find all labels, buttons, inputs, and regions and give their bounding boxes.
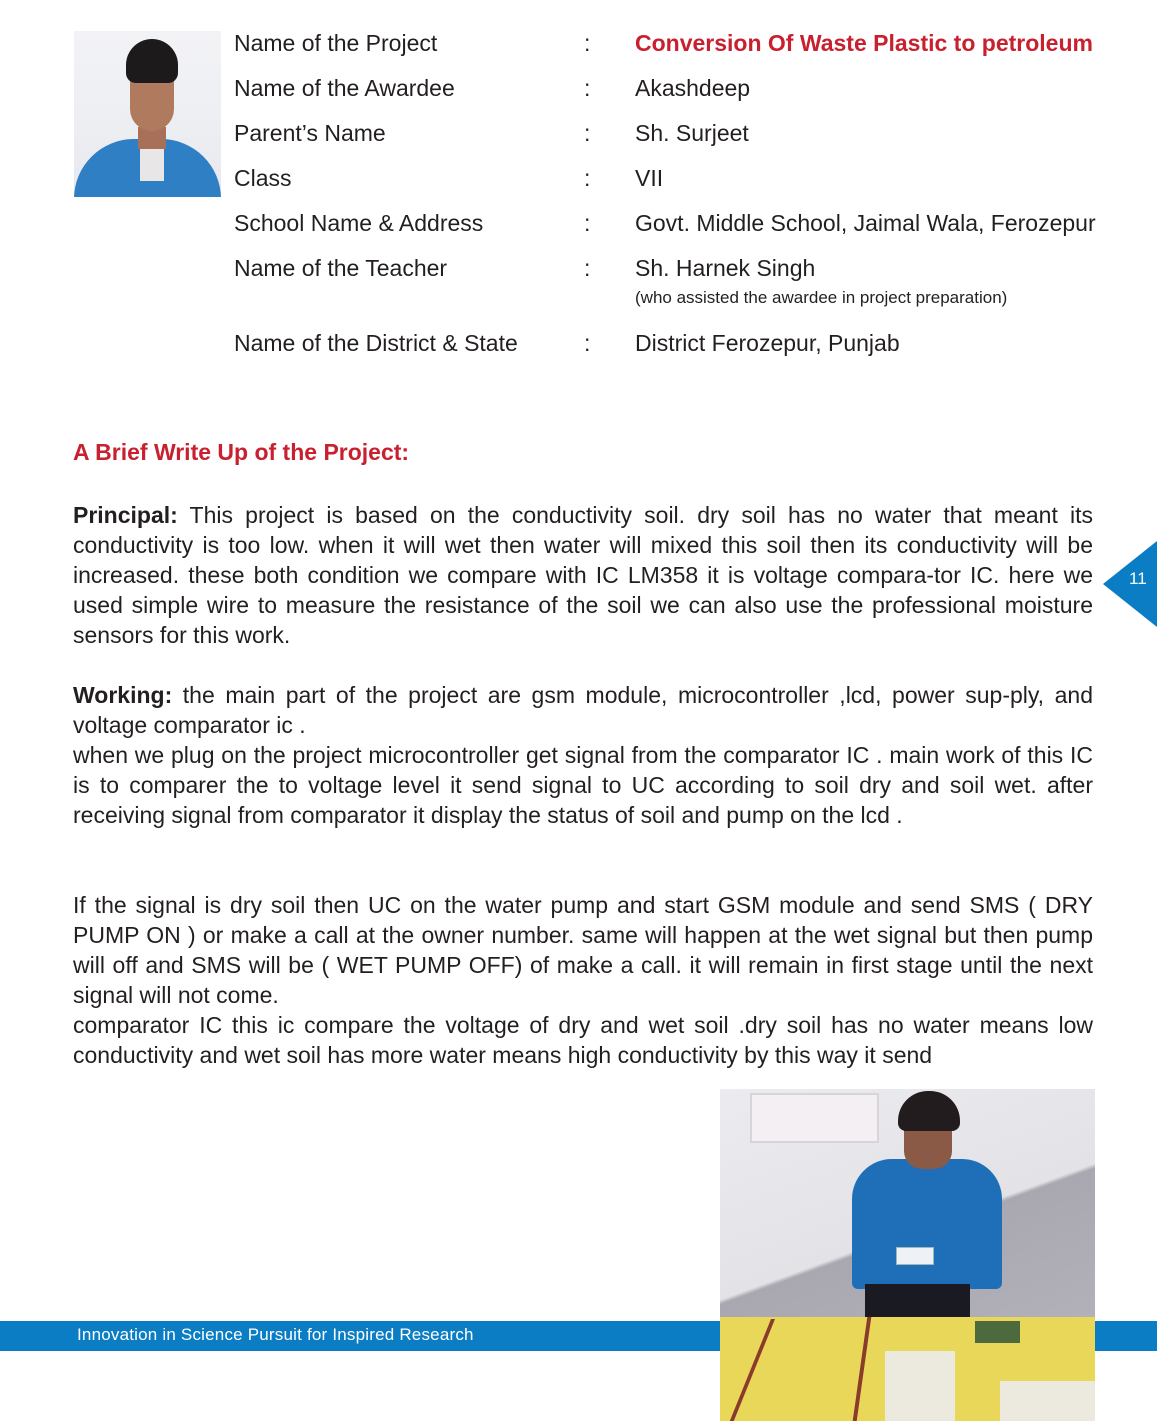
comparator-text: comparator IC this ic compare the voltage of dry and wet soil .dry soil has no water means low conductivity and wet soil has more water means high conductivity by this way it send <box>73 1012 1093 1068</box>
circuit-board <box>1000 1381 1095 1421</box>
info-label: School Name & Address <box>234 210 484 236</box>
id-badge <box>896 1247 934 1265</box>
page-number: 11 <box>1129 569 1147 588</box>
info-label: Name of the Teacher <box>234 255 448 281</box>
working-heading: Working: <box>73 682 173 708</box>
working-text: the main part of the project are gsm module, microcontroller ,lcd, power sup-ply, and voltage comparator ic . <box>73 682 1093 738</box>
footer-tagline: Innovation in Science Pursuit for Inspired Research <box>77 1325 474 1344</box>
info-colon: : <box>584 75 591 101</box>
info-colon: : <box>584 120 591 146</box>
operation-text: If the signal is dry soil then UC on the water pump and start GSM module and send SMS ( DRY PUMP ON ) or make a call at the owner number. same will happen at the wet signal but then pump will off and SMS will be ( WET PUMP OFF) of make a call. it will remain in first stage until the next signal will not come. <box>73 892 1093 1008</box>
info-label: Name of the District & State <box>234 330 518 356</box>
page-number-tab <box>1103 541 1157 627</box>
district-value: District Ferozepur, Punjab <box>635 330 900 356</box>
info-colon: : <box>584 30 591 56</box>
info-label: Parent’s Name <box>234 120 386 146</box>
awardee-with-project-photo <box>720 1089 1095 1421</box>
info-colon: : <box>584 255 591 281</box>
info-label: Class <box>234 165 292 191</box>
principal-heading: Principal: <box>73 502 178 528</box>
circuit-board <box>885 1351 955 1421</box>
gsm-module <box>975 1321 1020 1343</box>
info-colon: : <box>584 210 591 236</box>
teacher-value: Sh. Harnek Singh <box>635 255 816 281</box>
school-value: Govt. Middle School, Jaimal Wala, Ferozepur <box>635 210 1096 236</box>
teacher-note: (who assisted the awardee in project preparation) <box>635 288 1008 307</box>
project-photo-hair <box>898 1091 960 1131</box>
principal-paragraph <box>73 500 1093 650</box>
info-label: Name of the Project <box>234 30 438 56</box>
working-text-2: when we plug on the project microcontroller get signal from the comparator IC . main work of this IC is to comparer the to voltage level it send signal to UC according to soil dry and soil wet. after receiving signal from comparator it display the status of soil and pump on the lcd . <box>73 742 1093 828</box>
awardee-portrait-photo <box>74 31 221 197</box>
operation-paragraph <box>73 890 1093 1070</box>
principal-text: This project is based on the conductivity soil. dry soil has no water that meant its conductivity is too low. when it will wet then water will mixed this soil then its conductivity will be increased. these both condition we compare with IC LM358 it is voltage compara-tor IC. here we used simple wire to measure the resistance of the soil we can also use the professional moisture sensors for this work. <box>73 502 1093 648</box>
portrait-hair <box>126 39 178 83</box>
wall-poster <box>750 1093 879 1143</box>
info-colon: : <box>584 165 591 191</box>
info-colon: : <box>584 330 591 356</box>
info-label: Name of the Awardee <box>234 75 455 101</box>
project-name-value: Conversion Of Waste Plastic to petroleum <box>635 30 1093 56</box>
working-paragraph <box>73 680 1093 830</box>
parent-name-value: Sh. Surjeet <box>635 120 749 146</box>
project-photo-shirt <box>852 1159 1002 1289</box>
writeup-title: A Brief Write Up of the Project: <box>73 439 410 465</box>
class-value: VII <box>635 165 664 191</box>
awardee-name-value: Akashdeep <box>635 75 751 101</box>
